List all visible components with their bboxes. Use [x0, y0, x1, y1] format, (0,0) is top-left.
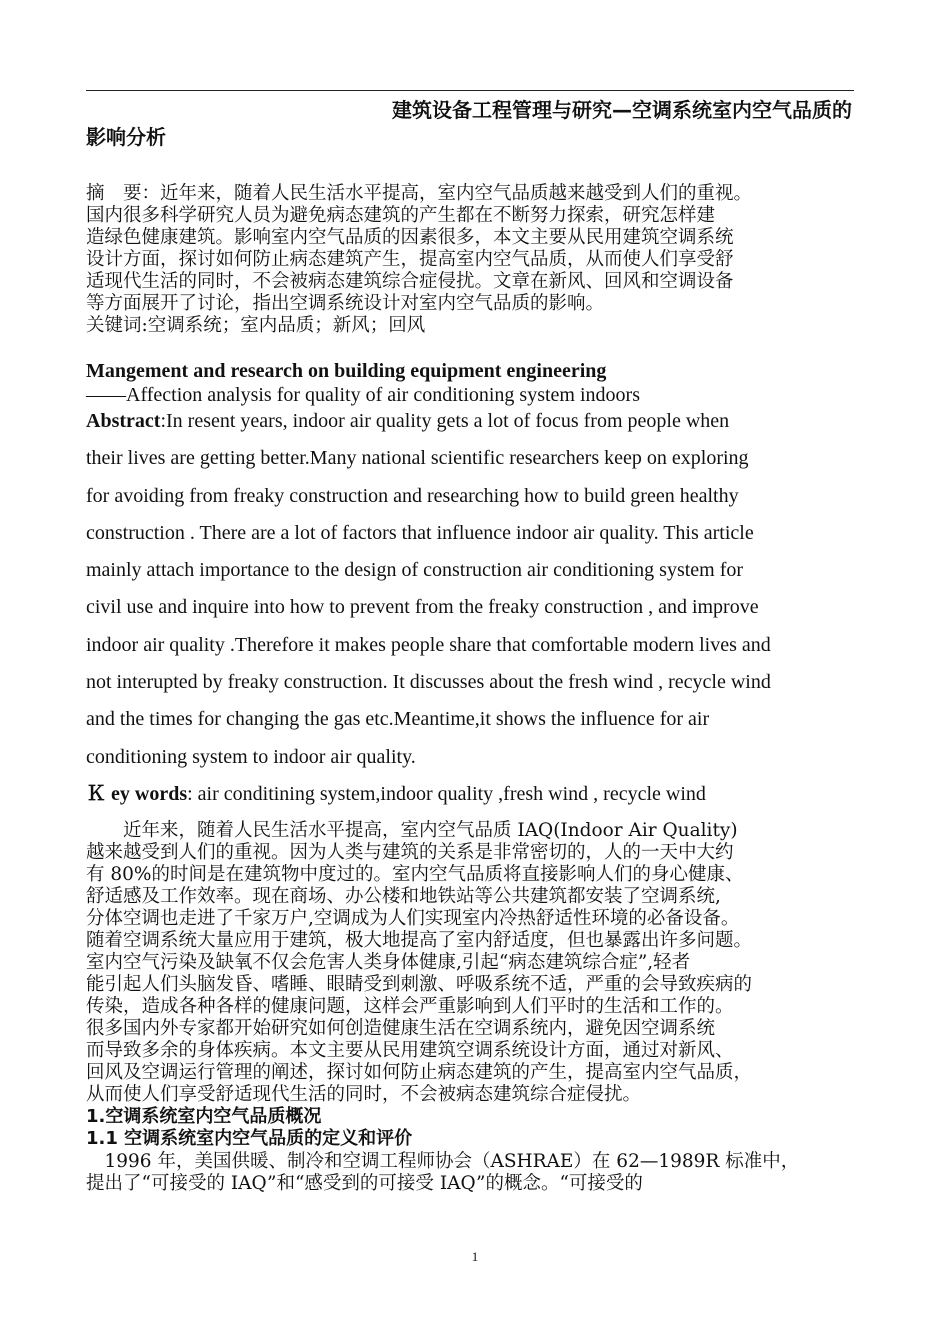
body-line: 分体空调也走进了千家万户,空调成为人们实现室内冷热舒适性环境的必备设备。: [86, 908, 740, 929]
abstract-en: [86, 403, 854, 813]
abstract-cn-line: 摘 要：近年来，随着人民生活水平提高，室内空气品质越来越受到人们的重视。: [86, 183, 753, 204]
section-heading-1: 1.空调系统室内空气品质概况: [86, 1106, 322, 1127]
body-line: 越来越受到人们的重视。因为人类与建筑的关系是非常密切的，人的一天中大约: [86, 842, 734, 863]
title-line-2: 影响分析: [86, 125, 166, 149]
header-rule: [86, 90, 854, 91]
english-title: Mangement and research on building equipment engineering: [86, 360, 607, 382]
abstract-cn: [86, 183, 854, 337]
abstract-en-line: indoor air quality .Therefore it makes people share that comfortable modern lives and: [86, 633, 771, 656]
body-line: 很多国内外专家都开始研究如何创造健康生活在空调系统内，避免因空调系统: [86, 1018, 716, 1039]
body-line: 舒适感及工作效率。现在商场、办公楼和地铁站等公共建筑都安装了空调系统,: [86, 886, 721, 907]
abstract-en-label: Abstract: [86, 410, 161, 432]
abstract-cn-line: 等方面展开了讨论，指出空调系统设计对室内空气品质的影响。: [86, 293, 605, 314]
body-line: 室内空气污染及缺氧不仅会危害人类身体健康,引起“病态建筑综合症”,轻者: [86, 952, 691, 973]
keywords-cn: 关键词:空调系统；室内品质；新风；回风: [86, 315, 426, 336]
body-line: 传染，造成各种各样的健康问题，这样会严重影响到人们平时的生活和工作的。: [86, 996, 734, 1017]
abstract-en-line: Abstract:In resent years, indoor air quality gets a lot of focus from people when: [86, 410, 730, 432]
body-intro: [86, 820, 854, 1106]
body-line: 从而使人们享受舒适现代生活的同时，不会被病态建筑综合症侵扰。: [86, 1084, 642, 1105]
abstract-en-line: and the times for changing the gas etc.Meantime,it shows the influence for air: [86, 708, 710, 731]
keywords-en: Ｋ ey words: air conditining system,indoor quality ,fresh wind , recycle wind: [86, 782, 706, 805]
body-line: 回风及空调运行管理的阐述，探讨如何防止病态建筑的产生，提高室内空气品质，: [86, 1062, 753, 1083]
keywords-en-label: Ｋ ey words: [86, 782, 188, 805]
abstract-cn-line: 造绿色健康建筑。影响室内空气品质的因素很多，本文主要从民用建筑空调系统: [86, 227, 734, 248]
paragraph-line: 1996 年，美国供暖、制冷和空调工程师协会（ASHRAE）在 62—1989R 标准中，: [86, 1151, 800, 1172]
body-line: 近年来，随着人民生活水平提高，室内空气品质 IAQ(Indoor Air Quality): [86, 820, 738, 841]
abstract-en-line: conditioning system to indoor air quality.: [86, 745, 416, 768]
abstract-en-line: construction . There are a lot of factors that influence indoor air quality. This article: [86, 521, 754, 544]
abstract-cn-line: 国内很多科学研究人员为避免病态建筑的产生都在不断努力探索，研究怎样建: [86, 205, 716, 226]
section-heading-1-1: 1.1 空调系统室内空气品质的定义和评价: [86, 1128, 413, 1149]
abstract-en-line: civil use and inquire into how to prevent from the freaky construction , and improve: [86, 596, 759, 619]
body-line: 有 80%的时间是在建筑物中度过的。室内空气品质将直接影响人们的身心健康、: [86, 864, 744, 885]
abstract-en-line: for avoiding from freaky construction and researching how to build green healthy: [86, 484, 739, 507]
page-number: 1: [471, 1249, 479, 1264]
english-subtitle: ——Affection analysis for quality of air conditioning system indoors: [86, 384, 640, 406]
abstract-cn-line: 适现代生活的同时，不会被病态建筑综合症侵扰。文章在新风、回风和空调设备: [86, 271, 734, 292]
body-line: 而导致多余的身体疾病。本文主要从民用建筑空调系统设计方面，通过对新风、: [86, 1040, 734, 1061]
section-paragraph: [86, 1151, 854, 1195]
title-line-1: 建筑设备工程管理与研究—空调系统室内空气品质的: [392, 98, 852, 122]
abstract-cn-line: 设计方面，探讨如何防止病态建筑产生，提高室内空气品质，从而使人们享受舒: [86, 249, 734, 270]
body-line: 能引起人们头脑发昏、嗜睡、眼睛受到刺激、呼吸系统不适，严重的会导致疾病的: [86, 974, 753, 995]
abstract-en-line: not interupted by freaky construction. It discusses about the fresh wind , recycle wind: [86, 671, 771, 694]
body-line: 随着空调系统大量应用于建筑，极大地提高了室内舒适度，但也暴露出许多问题。: [86, 930, 753, 951]
abstract-en-line: mainly attach importance to the design of construction air conditioning system for: [86, 559, 744, 582]
paragraph-line: 提出了“可接受的 IAQ”和“感受到的可接受 IAQ”的概念。“可接受的: [86, 1173, 643, 1194]
abstract-en-line: their lives are getting better.Many national scientific researchers keep on exploring: [86, 447, 749, 470]
